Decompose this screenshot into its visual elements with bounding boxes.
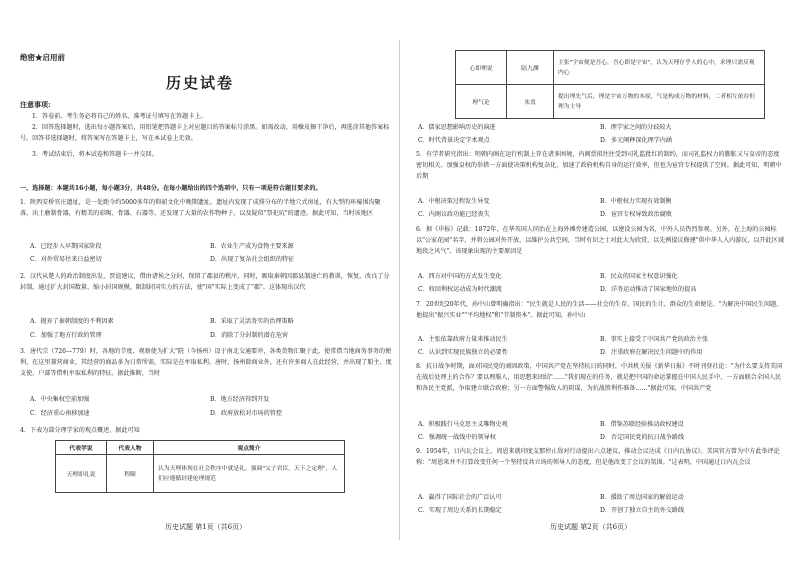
- q3-option-b[interactable]: B．地方经济得到开发: [210, 396, 270, 403]
- question-3-stem: 3．唐代宗（726—779）时，各地的节度、观察使为扩大"院（今扬州）设于南北交通要冲，各类货物汇聚于此，使常借当地商务事务的便利，在这里兼营商业，其经营的商品多为日常所需，实际是在牟取私利。唐时，扬州除商业外，还有许多商人在此经营，并出现了船主、度支使、户部等借机牟取私利的特征。据此推断，当时: [20, 348, 392, 377]
- q3-option-c[interactable]: C．经济重心南移加速: [30, 410, 90, 417]
- q4-option-c[interactable]: C．时代背景决定学术观点: [418, 137, 490, 144]
- q1-option-d[interactable]: D．出现了复杂社会组织的特征: [210, 256, 295, 263]
- notes-heading: 注意事项:: [20, 100, 51, 109]
- question-8-stem: 8．抗日战争时期，面对国民党的顽固政策，中国共产党在坚持抗日的同时，中共机关报《新华日报》不时刊登社论："为什么要支持美国在战后处理上的合作？要以理服人，用思想来团结"……"我们现在的任务，就是把中国的命运掌握在中国人民手中，一方面联合全国人民和各民主党派，争取建立联合政府；另一方面警惕敌人的阴谋，为抗战胜利作准备……"据此可知，中国共产党: [416, 363, 783, 392]
- q5-option-b[interactable]: B．中枢权力实现有效制衡: [600, 198, 672, 205]
- q6-option-b[interactable]: B．民众的国家主权意识强化: [600, 273, 678, 280]
- q4-table: [55, 440, 345, 493]
- table-header: 观点简介: [154, 441, 345, 455]
- q6-option-c[interactable]: C．收回利权运动成为时代潮流: [418, 286, 502, 293]
- q2-option-c[interactable]: C．加强了地方行政的管理: [30, 332, 102, 339]
- question-4-stem: 4．下表为部分理学家的观点概述，据此可知: [20, 427, 140, 434]
- q1-option-b[interactable]: B．农业生产成为食物主要来源: [210, 243, 294, 250]
- table-row: [456, 51, 765, 85]
- question-7-stem: 7．20世纪20年代，孙中山曾明确指出："民生就是人民的生活——社会的生存、国民的生计、群众的生命便是。"为解决中国民生问题，他提出"振兴实业""平均地权"和"节制资本"。据此可知，孙中山: [416, 301, 783, 319]
- page-2-footer: 历史试题 第2页（共6页）: [550, 523, 632, 531]
- q8-option-c[interactable]: C．强调统一战线中的领导权: [418, 434, 496, 441]
- question-9-stem: 9．1954年，日内瓦会议上，周恩来就印度支那停止敌对行动提出六点建议，推动会议达成《日内瓦协议》。美国官方曾为中方此举评论称："周恩来并不打算改变任何一个坚持反共立场的领导人的态度，但是他改变了会议的氛围。"这表明，中国通过日内瓦会议: [416, 448, 780, 466]
- top-secret-label: 绝密★启用前: [20, 53, 65, 62]
- q4-option-a[interactable]: A．儒家思想影响历史的演进: [418, 124, 496, 131]
- q7-option-d[interactable]: D．注重政府在解决民生问题中的作用: [600, 349, 703, 356]
- q4-table-continued: [455, 50, 765, 119]
- table-cell: 认为天理体现在社会秩序中就是礼，强调"父子君臣，天下之定理"，人们应遵循封建伦理规范: [154, 455, 345, 493]
- table-cell: 朱熹: [507, 85, 554, 119]
- q3-option-d[interactable]: D．政府放松对市场的管控: [210, 410, 282, 417]
- page-1-footer: 历史试题 第1页（共6页）: [165, 523, 247, 531]
- q6-option-a[interactable]: A．西方对中国的方式发生变化: [418, 273, 502, 280]
- page-title: 历史试卷: [165, 74, 234, 92]
- q4-option-d[interactable]: D．多元阐释深化理学内涵: [600, 137, 672, 144]
- q8-option-a[interactable]: A．积极践行马克思主义唯物史观: [418, 421, 508, 428]
- q1-option-a[interactable]: A．已经步入早期国家阶段: [30, 243, 102, 250]
- table-cell: 主张"宇宙便是吾心，吾心即是宇宙"，认为天理存乎人的心中，求理只需反观内心: [554, 51, 765, 85]
- q1-option-c[interactable]: C．对外贸易往来日益密切: [30, 256, 102, 263]
- question-2-stem: 2．汉代从楚人的政治制度出发，贾谊建议，借由诸侯之分封，保留了郡县的秩序，同时，吸取秦朝因郡县制速亡的教训，恢复、改良了分封制，通过扩大封国数量、缩小封国规模、限制封国实力的方法，使"国"实际上变成了"郡"。这体现出汉代: [20, 273, 390, 291]
- q7-option-b[interactable]: B．事实上接受了中国共产党的政治主张: [600, 336, 709, 343]
- q9-option-c[interactable]: C．实现了周边关系的长期稳定: [418, 507, 502, 514]
- q6-option-d[interactable]: D．洋务运动推动了国家地位的提高: [600, 286, 697, 293]
- section-heading: 一、选择题：本题共16小题，每小题3分，共48分。在每小题给出的四个选项中，只有一项是符合题目要求的。: [20, 185, 322, 192]
- exam-page-2: [400, 0, 800, 566]
- table-header: 代表人物: [107, 441, 154, 455]
- q4-option-b[interactable]: B．理学家之间的分歧较大: [600, 124, 672, 131]
- q9-option-b[interactable]: B．援助了周边国家的解放运动: [600, 494, 684, 501]
- question-5-stem: 5．有学者研究指出：明朝内阁在运行机制上存在诸多困境，内阁票拟往往受到司礼监批红的制约，而司礼监权力的膨胀又与皇帝的态度密切相关。加强皇权的举措一方面使决策机构复杂化，加速了政府机构自身的运行效率，但也为宦官专权提供了空间。据此可知，明朝中后期: [416, 151, 782, 180]
- q2-option-d[interactable]: D．消除了分封制的潜在危害: [210, 332, 289, 339]
- q8-option-b[interactable]: B．借鉴苏联经验推动政权建设: [600, 421, 684, 428]
- table-header-row: [56, 441, 345, 455]
- note-3: 3．考试结束后，将本试卷和答题卡一并交回。: [32, 151, 158, 158]
- q5-option-a[interactable]: A．中枢决策过程发生异变: [418, 198, 490, 205]
- q5-option-c[interactable]: C．内阁议政功能已经丧失: [418, 211, 490, 218]
- q2-option-a[interactable]: A．抛弃了秦朝制度的不利因素: [30, 318, 114, 325]
- table-cell: 理气论: [456, 85, 507, 119]
- q7-option-a[interactable]: A．主张依靠政府力量来推动民生: [418, 336, 508, 343]
- q8-option-d[interactable]: D．否定国民党的抗日战争路线: [600, 434, 685, 441]
- q7-option-c[interactable]: C．认识到实现民族独立的必要性: [418, 349, 508, 356]
- q2-option-b[interactable]: B．采取了灵活务实的治理策略: [210, 318, 294, 325]
- table-cell: 程颐: [107, 455, 154, 493]
- q9-option-a[interactable]: A．赢得了国际社会的广泛认可: [418, 494, 502, 501]
- table-cell: 提出理先气后，理是宇宙万物的本原，气是构成万物的材料，二者相互依存但理为主导: [554, 85, 765, 119]
- note-1: 1．答卷前，考生务必将自己的姓名、准考证号填写在答题卡上。: [32, 113, 207, 120]
- table-cell: 天理即礼说: [56, 455, 107, 493]
- note-2: 2．回答选择题时，选出每小题答案后，用铅笔把答题卡上对应题目的答案标号涂黑。如需改动，用橡皮擦干净后，再选涂其他答案标号。回答非选择题时，将答案写在答题卡上，写在本试卷上无效。: [20, 124, 390, 142]
- question-6-stem: 6．据《申报》记载：1872年，在华英国人同治在上海外滩旁建造公园，以建设公园为名，中外人员热烈参观。另外，在上海的公园标以"公家花园"名字，并将公园对外开放，以维护公共空间，当时有识之士对此大为欣赏，以先例提议修建"供中华人入内游玩，以开此区域地段之风气"。该现象出现的主要原因是: [416, 226, 784, 255]
- table-row: [456, 85, 765, 119]
- q3-option-a[interactable]: A．中央集权空前加强: [30, 396, 90, 403]
- table-cell: 心即理说: [456, 51, 507, 85]
- question-1-stem: 1．陕西安桥官庄遗址，是一处距今约5000多年的仰韶文化中晚期遗址。遗址内发现了成排分布的半地穴式房址，有大型的环壕围沟聚落，出土磨制骨器，有精美的彩陶、骨器、石器等，还发现了大量的农作物种子，以及疑似"祭祀坑"的遗迹。据此可知，当时该地区: [20, 199, 381, 217]
- table-cell: 陆九渊: [507, 51, 554, 85]
- q5-option-d[interactable]: D．宦官专权导致政治腐败: [600, 211, 672, 218]
- table-header: 代表学说: [56, 441, 107, 455]
- q9-option-d[interactable]: D．开创了独立自主的外交路线: [600, 507, 685, 514]
- table-row: [56, 455, 345, 493]
